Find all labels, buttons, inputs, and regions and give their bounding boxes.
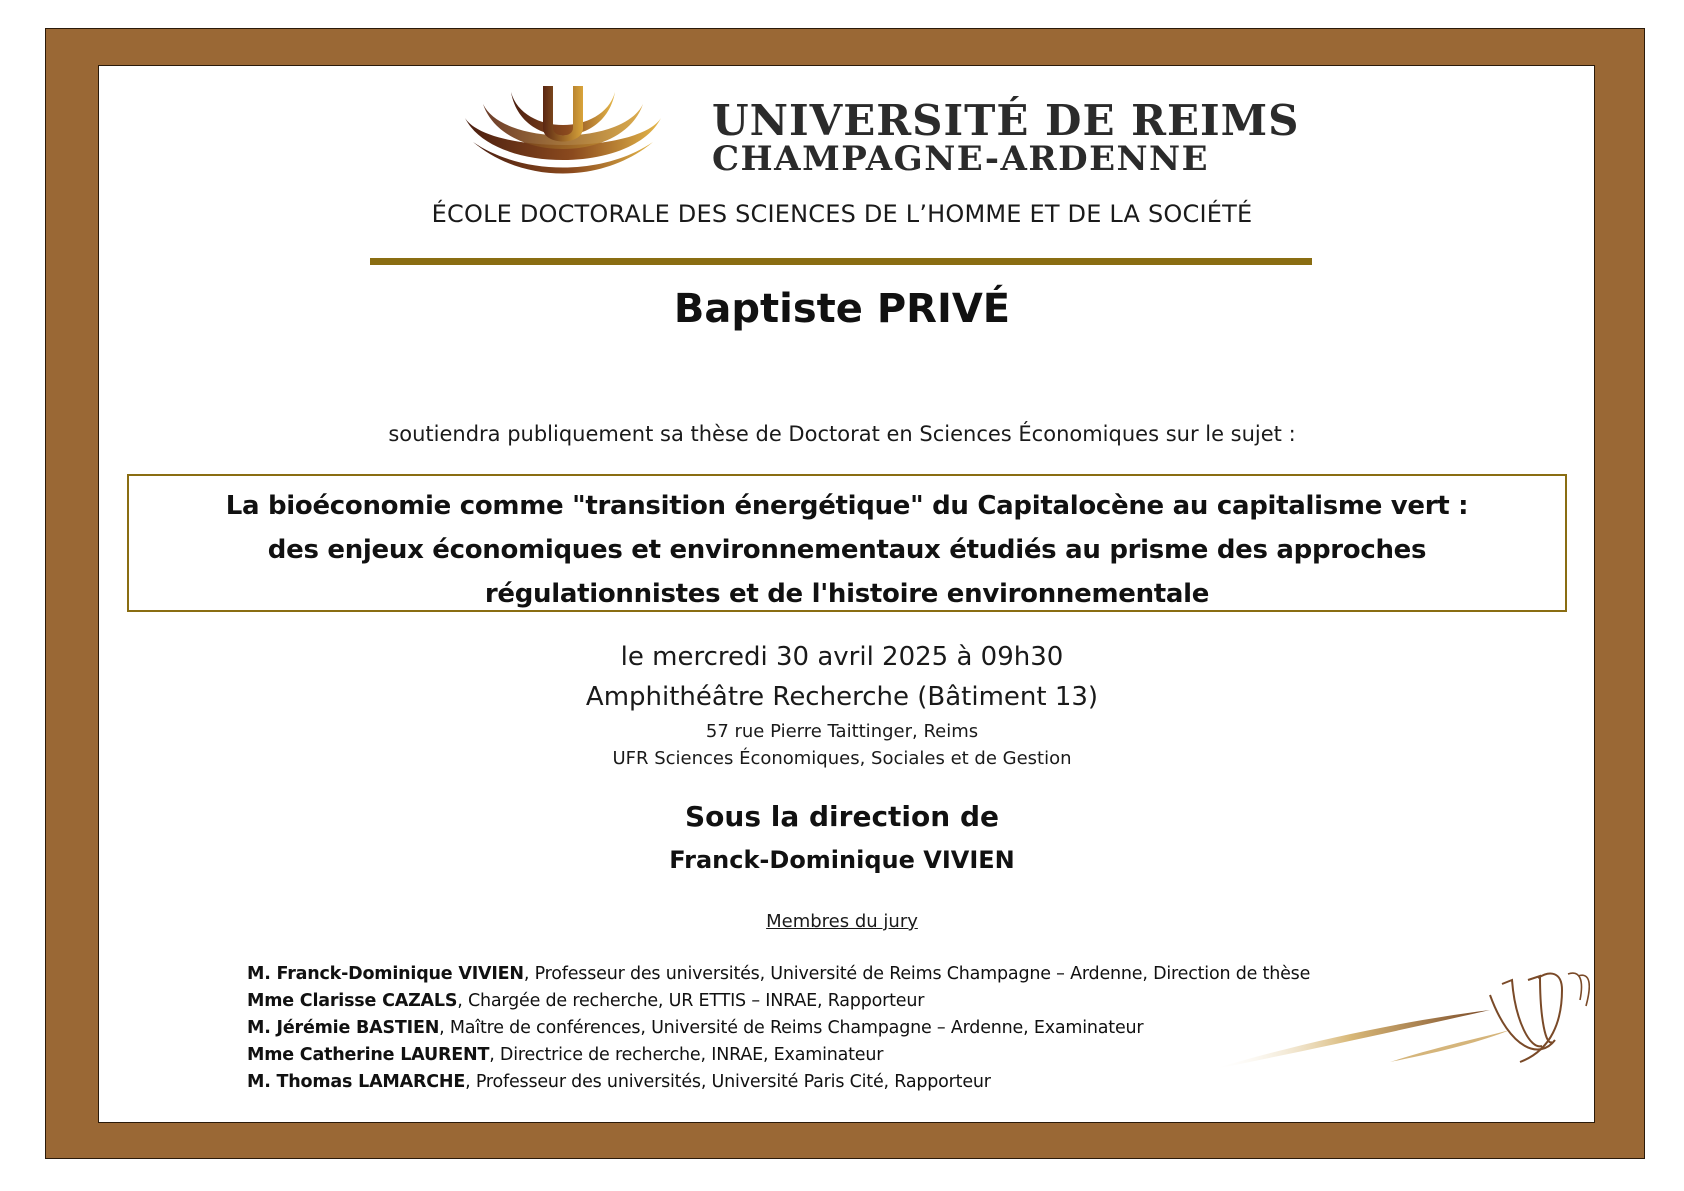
thesis-title-box: [127, 474, 1567, 612]
jury-member: M. Thomas LAMARCHE, Professeur des universités, Université Paris Cité, Rapporteur: [247, 1072, 991, 1092]
thesis-title-line: La bioéconomie comme "transition énergétique" du Capitalocène au capitalisme vert :: [225, 491, 1469, 521]
jury-member: Mme Clarisse CAZALS, Chargée de recherche, UR ETTIS – INRAE, Rapporteur: [247, 991, 925, 1011]
candidate-name: Baptiste PRIVÉ: [673, 286, 1011, 332]
jury-member: M. Jérémie BASTIEN, Maître de conférences, Université de Reims Champagne – Ardenne, Examinateur: [247, 1018, 1144, 1038]
jury-list: [247, 961, 1310, 1096]
university-emblem-icon: [463, 84, 663, 188]
intro-text: soutiendra publiquement sa thèse de Doctorat en Sciences Économiques sur le sujet :: [388, 422, 1296, 446]
university-name-line1: UNIVERSITÉ DE REIMS: [712, 96, 1300, 145]
thesis-title-line: des enjeux économiques et environnementaux étudiés au prisme des approches: [267, 535, 1427, 565]
jury-member: Mme Catherine LAURENT, Directrice de recherche, INRAE, Examinateur: [247, 1045, 884, 1065]
direction-heading: Sous la direction de: [685, 800, 999, 833]
event-venue: Amphithéâtre Recherche (Bâtiment 13): [585, 682, 1099, 712]
event-ufr: UFR Sciences Économiques, Sociales et de Gestion: [612, 748, 1072, 769]
university-name: [712, 96, 1300, 179]
corner-emblem-icon: [1190, 950, 1590, 1090]
jury-heading: Membres du jury: [766, 911, 918, 932]
thesis-title-line: régulationnistes et de l'histoire environnementale: [484, 579, 1210, 609]
event-date: le mercredi 30 avril 2025 à 09h30: [620, 642, 1064, 672]
university-name-line2: CHAMPAGNE-ARDENNE: [712, 139, 1210, 179]
jury-member: M. Franck-Dominique VIVIEN, Professeur des universités, Université de Reims Champagne – Ardenne, Direction de thèse: [247, 964, 1311, 984]
doctoral-school: ÉCOLE DOCTORALE DES SCIENCES DE L’HOMME ET DE LA SOCIÉTÉ: [431, 200, 1253, 228]
header-divider: [370, 258, 1312, 265]
director-name: Franck-Dominique VIVIEN: [669, 846, 1015, 874]
event-address: 57 rue Pierre Taittinger, Reims: [705, 721, 979, 742]
